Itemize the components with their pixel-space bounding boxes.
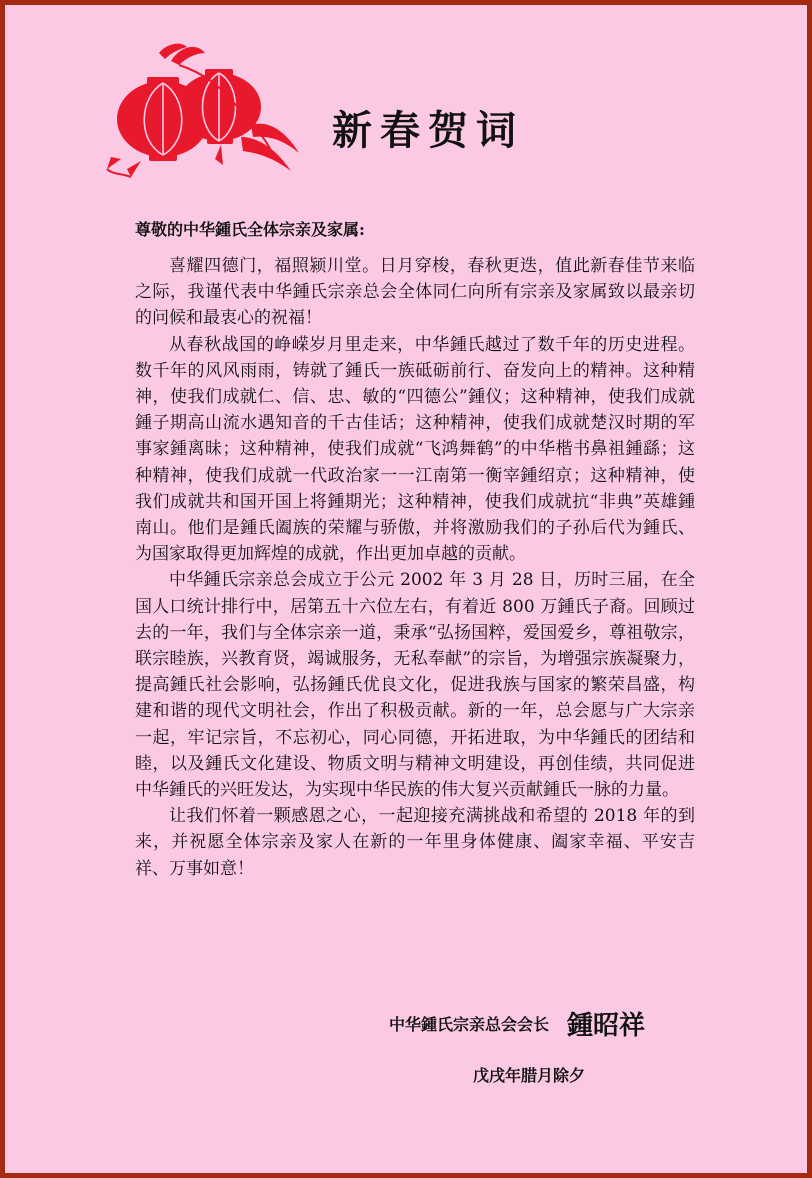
paragraph: 中华鍾氏宗亲总会成立于公元 2002 年 3 月 28 日，历时三届，在全国人口统计排行中，居第五十六位左右，有着近 800 万鍾氏子裔。回顾过去的一年，我们与全体宗亲一道，秉承“弘扬国粹，爱国爱乡，尊祖敬宗，联宗睦族，兴教育贤，竭诚服务，无私奉献”的宗旨，为增强宗族凝聚力，提高鍾氏社会影响，弘扬鍾氏优良文化，促进我族与国家的繁荣昌盛，构建和谐的现代文明社会，作出了积极贡献。新的一年，总会愿与广大宗亲一起，牢记宗旨，不忘初心，同心同德，开拓进取，为中华鍾氏的团结和睦，以及鍾氏文化建设、物质文明与精神文明建设，再创佳绩，共同促进中华鍾氏的兴旺发达，为实现中华民族的伟大复兴贡献鍾氏一脉的力量。: [135, 570, 695, 801]
page-title: 新春贺词: [332, 107, 524, 154]
paragraph: 让我们怀着一颗感恩之心，一起迎接充满挑战和希望的 2018 年的到来，并祝愿全体宗亲及家人在新的一年里身体健康、阖家幸福、平安吉祥、万事如意！: [135, 806, 695, 879]
paragraph: 从春秋战国的峥嵘岁月里走来，中华鍾氏越过了数千年的历史进程。数千年的风风雨雨，铸就了鍾氏一族砥砺前行、奋发向上的精神。这种精神，使我们成就仁、信、忠、敏的“四德公”鍾仪；这种精神，使我们成就鍾子期高山流水遇知音的千古佳话；这种精神，使我们成就楚汉时期的军事家鍾离昧；这种精神，使我们成就“飞鸿舞鹤”的中华楷书鼻祖鍾繇；这种精神，使我们成就一代政治家一一江南第一衡宰鍾绍京；这种精神，使我们成就共和国开国上将鍾期光；这种精神，使我们成就抗“非典”英雄鍾南山。他们是鍾氏阖族的荣耀与骄傲，并将激励我们的子孙后代为鍾氏、为国家取得更加辉煌的成就，作出更加卓越的贡献。: [135, 334, 695, 565]
signer-title: 中华鍾氏宗亲总会会长: [389, 1015, 550, 1034]
red-lanterns-icon: [101, 41, 311, 181]
date: 戊戌年腊月除夕: [473, 1066, 586, 1085]
salutation: 尊敬的中华鍾氏全体宗亲及家属:: [135, 220, 365, 239]
paragraph: 喜耀四德门，福照颍川堂。日月穿梭，春秋更迭，值此新春佳节来临之际，我谨代表中华鍾氏宗亲总会全体同仁向所有宗亲及家属致以最亲切的问候和最衷心的祝福！: [135, 256, 695, 329]
signer-name: 鍾昭祥: [567, 1011, 646, 1041]
letter-body: [135, 253, 695, 882]
signature-block: [389, 1005, 645, 1042]
